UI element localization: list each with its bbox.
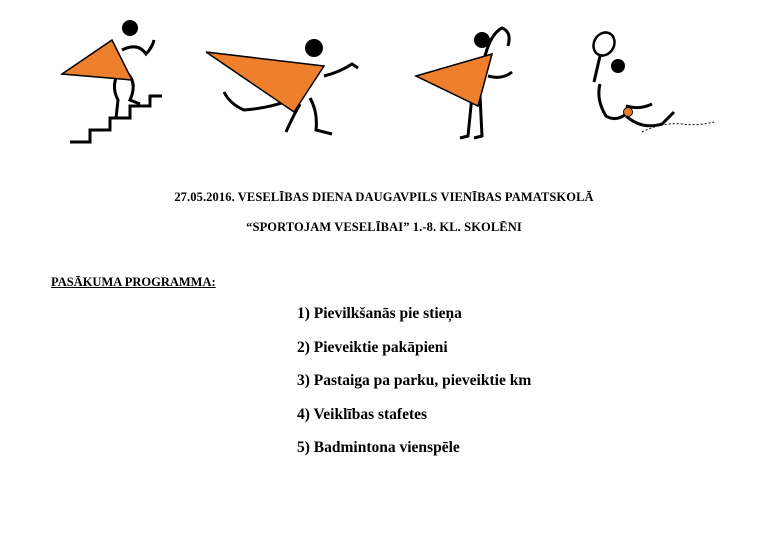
stairs-climber-icon <box>60 0 170 150</box>
badminton-player-icon <box>582 0 722 150</box>
program-item: 5) Badmintona vienspēle <box>297 439 460 456</box>
program-item: 2) Pieveiktie pakāpieni <box>297 338 448 356</box>
program-item: 1) Pievilkšanās pie stieņa <box>297 305 462 322</box>
stretching-figure-icon <box>412 0 522 150</box>
program-list <box>297 305 531 473</box>
program-item: 3) Pastaiga pa parku, pieveiktie km <box>297 372 532 389</box>
runner-icon <box>200 0 370 150</box>
event-subtitle: “SPORTOJAM VESELĪBAI” 1.-8. KL. SKOLĒNI <box>246 220 522 234</box>
program-item: 4) Veiklības stafetes <box>297 405 428 423</box>
event-title: 27.05.2016. VESELĪBAS DIENA DAUGAVPILS VIENĪBAS PAMATSKOLĀ <box>174 190 594 204</box>
program-heading: PASĀKUMA PROGRAMMA: <box>51 275 216 289</box>
